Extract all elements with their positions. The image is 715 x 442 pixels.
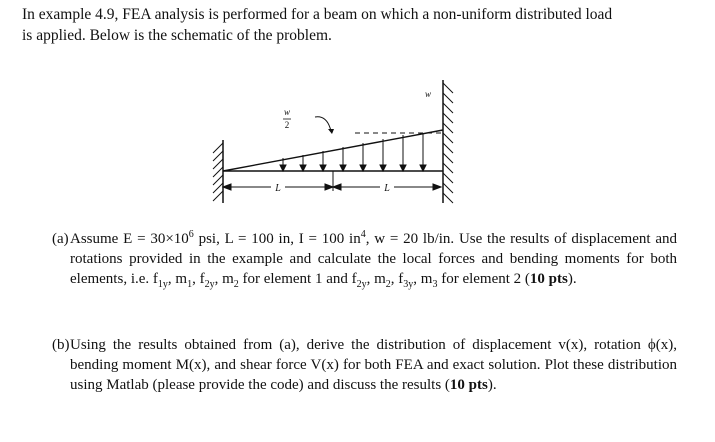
label-L-left: L: [275, 183, 281, 194]
part-a-t12: ).: [567, 271, 577, 287]
part-a-exp4: 4: [360, 229, 366, 240]
part-a-s2y-b: 2y: [356, 279, 367, 290]
dimension-lines: [223, 171, 441, 191]
part-a-label: (a): [52, 231, 69, 247]
part-a-t11: for element 2 (: [437, 271, 530, 287]
label-L-right: L: [384, 183, 390, 194]
part-a-t9: , f: [390, 271, 404, 287]
part-a-s2y: 2y: [204, 279, 215, 290]
part-a-s3: 3: [432, 279, 438, 290]
intro-line-2: is applied. Below is the schematic of the problem.: [22, 27, 332, 44]
part-b-label: (b): [52, 337, 70, 353]
part-b-t2: ).: [487, 377, 497, 393]
load-slope: [223, 130, 443, 171]
part-a-points: 10 pts: [529, 271, 568, 287]
w-half-denominator: 2: [284, 120, 290, 130]
part-a-t6: , m: [214, 271, 234, 287]
part-a-t7: for element 1 and f: [238, 271, 357, 287]
intro-line-1: In example 4.9, FEA analysis is performed for a beam on which a non-uniform distributed load: [22, 6, 613, 23]
part-b-t1: Using the results obtained from (a), derive the distribution of displacement v(x), rotation ϕ(x), bending moment M(x), and shear force V(x) for both FEA and exact solution. Plot these distribution using Matlab (please provide the code) and discuss the results (: [70, 337, 677, 393]
part-a-t2: psi, L = 100 in, I = 100 in: [193, 231, 361, 247]
beam-schematic-svg: [205, 75, 475, 220]
w-half-numerator: w: [283, 107, 291, 117]
part-a-s3y: 3y: [403, 279, 414, 290]
intro-paragraph: [22, 4, 702, 46]
left-fixed-support: [213, 140, 223, 203]
part-a-t3: , w = 20 lb/in. Use the results of displacement and rotations provided in the example and calculate the local forces and bending moments for both elements, i.e. f: [70, 231, 677, 287]
part-a-t8: , m: [366, 271, 386, 287]
part-a-exp6: 6: [188, 229, 194, 240]
w-half-pointer: [315, 117, 331, 131]
load-arrows: [280, 133, 426, 171]
part-a-t10: , m: [413, 271, 433, 287]
part-a-t1: Assume E = 30×10: [70, 231, 189, 247]
part-b-points: 10 pts: [449, 377, 488, 393]
label-w: w: [425, 89, 432, 99]
part-b-text: [70, 335, 677, 395]
label-w-half: [283, 107, 291, 130]
part-a-s1y: 1y: [157, 279, 168, 290]
part-a-s2: 2: [233, 279, 239, 290]
part-a-s1: 1: [187, 279, 193, 290]
part-b: [52, 335, 677, 395]
w-half-pointer-head: [328, 129, 334, 134]
part-a-t4: , m: [167, 271, 188, 287]
part-a-t5: , f: [192, 271, 205, 287]
beam-schematic: [205, 75, 475, 220]
part-a-s2-b: 2: [385, 279, 391, 290]
part-a-text: [70, 229, 677, 289]
right-fixed-support: [443, 80, 453, 203]
part-a: [52, 229, 677, 289]
